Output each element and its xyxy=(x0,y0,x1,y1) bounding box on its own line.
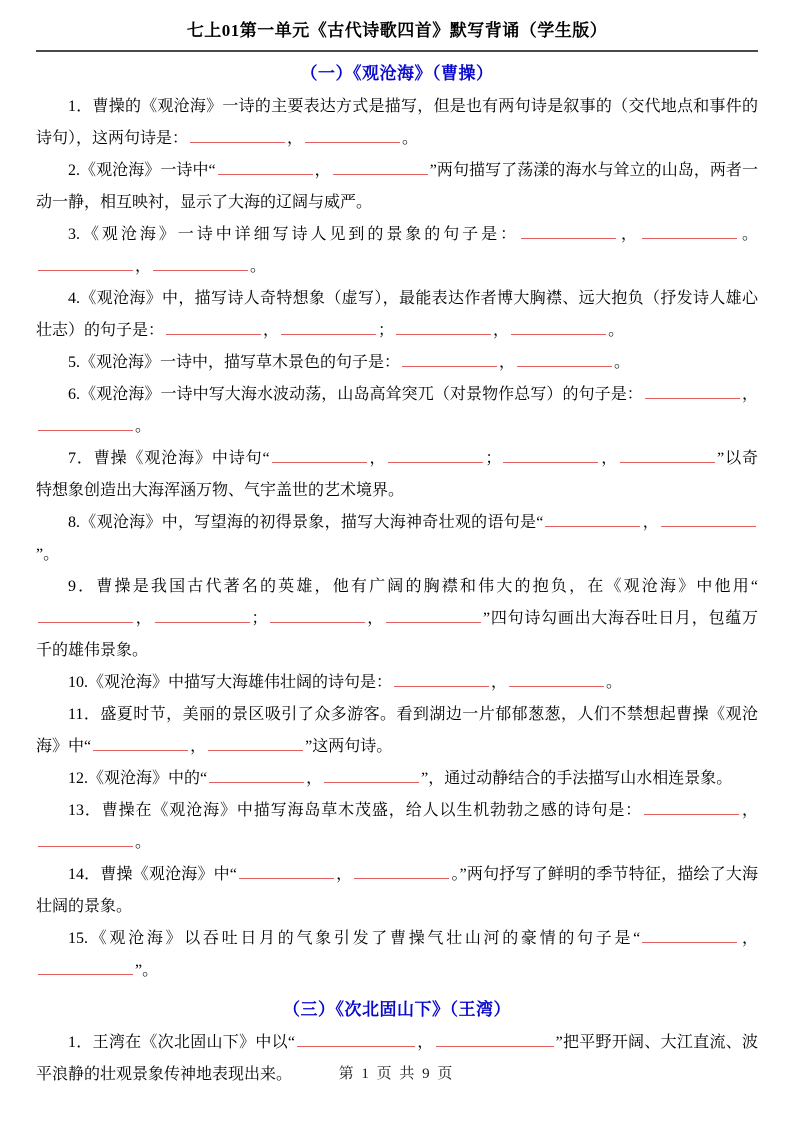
question-1: 1．曹操的《观沧海》一诗的主要表达方式是描写，但是也有两句诗是叙事的（交代地点和事件的诗句），这两句诗是： ， 。 xyxy=(36,98,758,147)
answer-blank xyxy=(509,673,604,687)
answer-blank xyxy=(386,609,481,623)
answer-blank xyxy=(388,449,483,463)
answer-blank xyxy=(644,801,739,815)
answer-blank xyxy=(38,961,133,975)
answer-blank xyxy=(38,609,133,623)
question-6: 6.《观沧海》一诗中写大海水波动荡，山岛高耸突兀（对景物作总写）的句子是： ，。 xyxy=(36,379,758,443)
answer-blank xyxy=(642,225,737,239)
question-10: 10.《观沧海》中描写大海雄伟壮阔的诗句是： ， 。 xyxy=(68,674,623,691)
answer-blank xyxy=(645,385,740,399)
answer-blank xyxy=(521,225,616,239)
question-12: 12.《观沧海》中的“ ， ”，通过动静结合的手法描写山水相连景象。 xyxy=(68,770,733,787)
answer-blank xyxy=(239,865,334,879)
question-3: 3.《观沧海》一诗中详细写诗人见到的景象的句子是： ， 。， 。 xyxy=(36,219,758,283)
page-footer: 第 1 页 共 9 页 xyxy=(338,1066,455,1082)
answer-blank xyxy=(503,449,598,463)
answer-blank xyxy=(297,1033,415,1047)
answer-blank xyxy=(270,609,365,623)
question-14: 14．曹操《观沧海》中“ ， 。”两句抒写了鲜明的季节特征，描绘了大海壮阔的景象。 xyxy=(36,866,758,915)
answer-blank xyxy=(333,161,428,175)
answer-blank xyxy=(394,673,489,687)
question-9: 9．曹操是我国古代著名的英雄，他有广阔的胸襟和伟大的抱负，在《观沧海》中他用“， ； ， ”四句诗勾画出大海吞吐日月，包蕴万千的雄伟景象。 xyxy=(36,578,758,659)
question-7: 7．曹操《观沧海》中诗句“ ， ； ， ”以奇特想象创造出大海浑涵万物、气宇盖世的艺术境界。 xyxy=(36,450,758,499)
answer-blank xyxy=(166,321,261,335)
answer-blank xyxy=(517,353,612,367)
answer-blank xyxy=(208,737,303,751)
answer-blank xyxy=(38,417,133,431)
answer-blank xyxy=(436,1033,554,1047)
answer-blank xyxy=(545,513,640,527)
answer-blank xyxy=(402,353,497,367)
section-guancanghai xyxy=(36,61,758,987)
section-heading-1: （一）《观沧海》（曹操） xyxy=(300,64,494,83)
question-13: 13．曹操在《观沧海》中描写海岛草木茂盛，给人以生机勃勃之感的诗句是： ，。 xyxy=(36,795,758,859)
question-5: 5.《观沧海》一诗中，描写草木景色的句子是： ， 。 xyxy=(68,354,631,371)
answer-blank xyxy=(661,513,756,527)
answer-blank xyxy=(620,449,715,463)
section-heading-2: （三）《次北固山下》（王湾） xyxy=(283,1000,511,1019)
answer-blank xyxy=(511,321,606,335)
answer-blank xyxy=(305,129,400,143)
answer-blank xyxy=(272,449,367,463)
answer-blank xyxy=(155,609,250,623)
answer-blank xyxy=(38,833,133,847)
answer-blank xyxy=(281,321,376,335)
answer-blank xyxy=(93,737,188,751)
answer-blank xyxy=(396,321,491,335)
answer-blank xyxy=(218,161,313,175)
answer-blank xyxy=(642,929,737,943)
question-11: 11．盛夏时节，美丽的景区吸引了众多游客。看到湖边一片郁郁葱葱，人们不禁想起曹操《观沧海》中“ ， ”这两句诗。 xyxy=(36,706,758,755)
question-4: 4.《观沧海》中，描写诗人奇特想象（虚写），最能表达作者博大胸襟、远大抱负（抒发诗人雄心壮志）的句子是： ， ； ， 。 xyxy=(36,290,758,339)
answer-blank xyxy=(324,769,419,783)
answer-blank xyxy=(190,129,285,143)
answer-blank xyxy=(209,769,304,783)
answer-blank xyxy=(153,257,248,271)
answer-blank xyxy=(354,865,449,879)
question-8: 8.《观沧海》中，写望海的初得景象，描写大海神奇壮观的语句是“ ，”。 xyxy=(36,507,758,571)
page-title: 七上01第一单元《古代诗歌四首》默写背诵（学生版） xyxy=(186,21,608,40)
header-divider xyxy=(36,50,758,52)
answer-blank xyxy=(38,257,133,271)
question-2: 2.《观沧海》一诗中“ ， ”两句描写了荡漾的海水与耸立的山岛，两者一动一静，相互映衬，显示了大海的辽阔与威严。 xyxy=(36,162,758,211)
question-15: 15.《观沧海》以吞吐日月的气象引发了曹操气壮山河的豪情的句子是“ ，”。 xyxy=(36,923,758,987)
question-s3-1: 1．王湾在《次北固山下》中以“ ， ”把平野开阔、大江直流、波平浪静的壮观景象传神地表现出来。 xyxy=(36,1034,758,1083)
